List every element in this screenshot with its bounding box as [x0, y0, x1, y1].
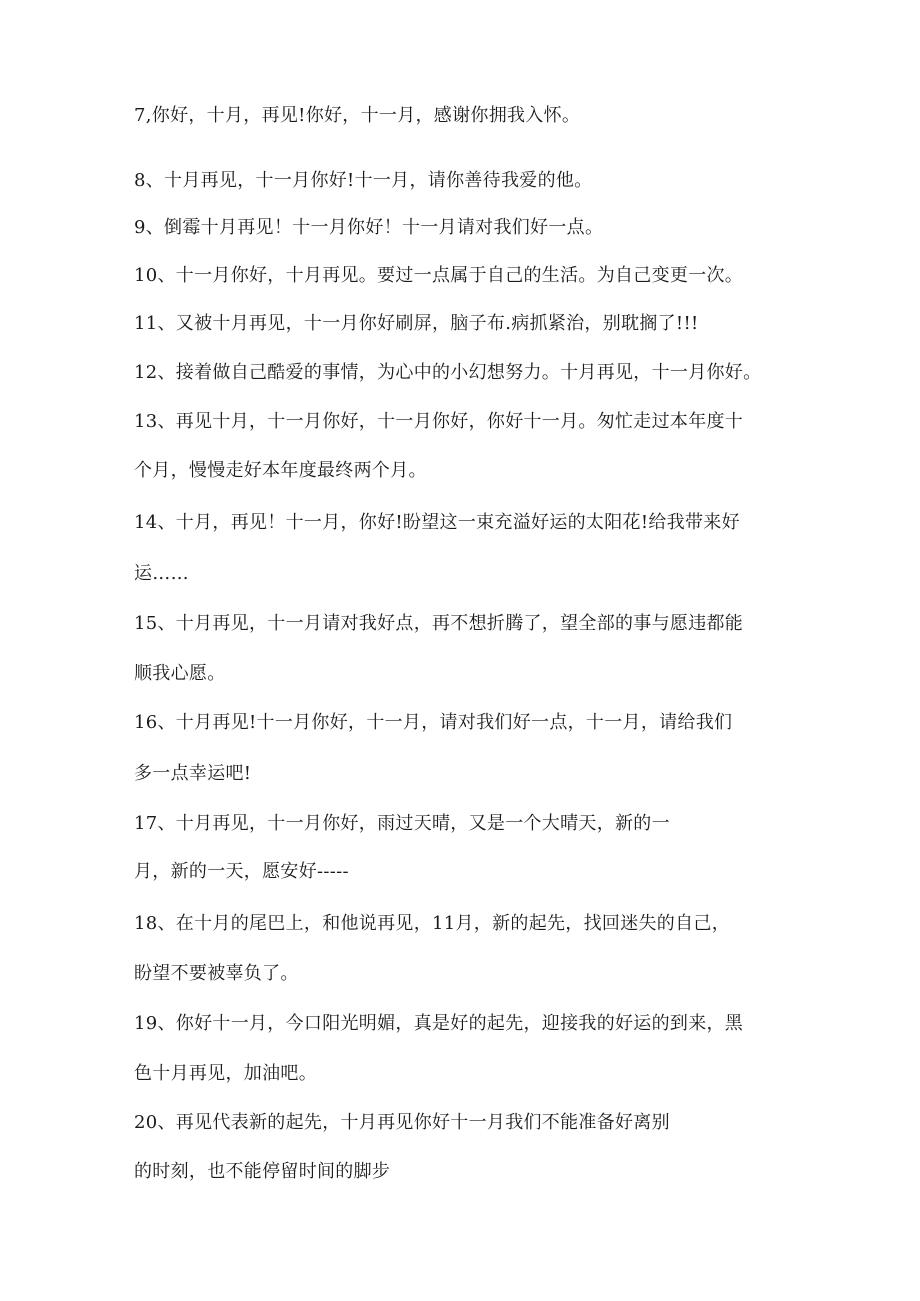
text-line-3: 9、倒霉十月再见！十一月你好！十一月请对我们好一点。 — [134, 217, 604, 238]
text-line-14: 多一点幸运吧! — [134, 763, 252, 784]
text-line-7: 13、再见十月，十一月你好，十一月你好，你好十一月。匆忙走过本年度十 — [134, 411, 744, 432]
text-line-6: 12、接着做自己酷爱的事情，为心中的小幻想努力。十月再见，十一月你好。 — [134, 362, 762, 383]
text-line-4: 10、十一月你好，十月再见。要过一点属于自己的生活。为自己变更一次。 — [134, 265, 744, 286]
text-line-11: 15、十月再见，十一月请对我好点，再不想折腾了，望全部的事与愿违都能 — [134, 613, 744, 634]
text-line-20: 色十月再见，加油吧。 — [134, 1063, 317, 1084]
text-line-9: 14、十月，再见！十一月，你好!盼望这一束充溢好运的太阳花!给我带来好 — [134, 512, 740, 533]
text-line-13: 16、十月再见!十一月你好，十一月，请对我们好一点，十一月，请给我们 — [134, 712, 733, 733]
text-line-8: 个月，慢慢走好本年度最终两个月。 — [134, 460, 427, 481]
text-line-19: 19、你好十一月，今口阳光明媚，真是好的起先，迎接我的好运的到来，黑 — [134, 1013, 744, 1034]
text-line-17: 18、在十月的尾巴上，和他说再见，11月，新的起先，找回迷失的自己， — [134, 913, 731, 934]
text-line-16: 月，新的一天，愿安好----- — [134, 861, 349, 882]
text-line-10: 运…… — [134, 563, 189, 584]
text-line-2: 8、十月再见，十一月你好!十一月，请你善待我爱的他。 — [134, 170, 593, 191]
text-line-15: 17、十月再见，十一月你好，雨过天晴，又是一个大晴天，新的一 — [134, 813, 670, 834]
text-line-22: 的时刻，也不能停留时间的脚步 — [134, 1161, 391, 1182]
text-line-21: 20、再见代表新的起先，十月再见你好十一月我们不能准备好离别 — [134, 1112, 670, 1133]
text-line-1: 7,你好，十月，再见!你好，十一月，感谢你拥我入怀。 — [134, 105, 581, 126]
text-line-5: 11、又被十月再见，十一月你好刷屏，脑子布.病抓紧治，别耽搁了!!! — [134, 313, 699, 334]
text-line-12: 顺我心愿。 — [134, 663, 226, 684]
text-line-18: 盼望不要被辜负了。 — [134, 963, 299, 984]
